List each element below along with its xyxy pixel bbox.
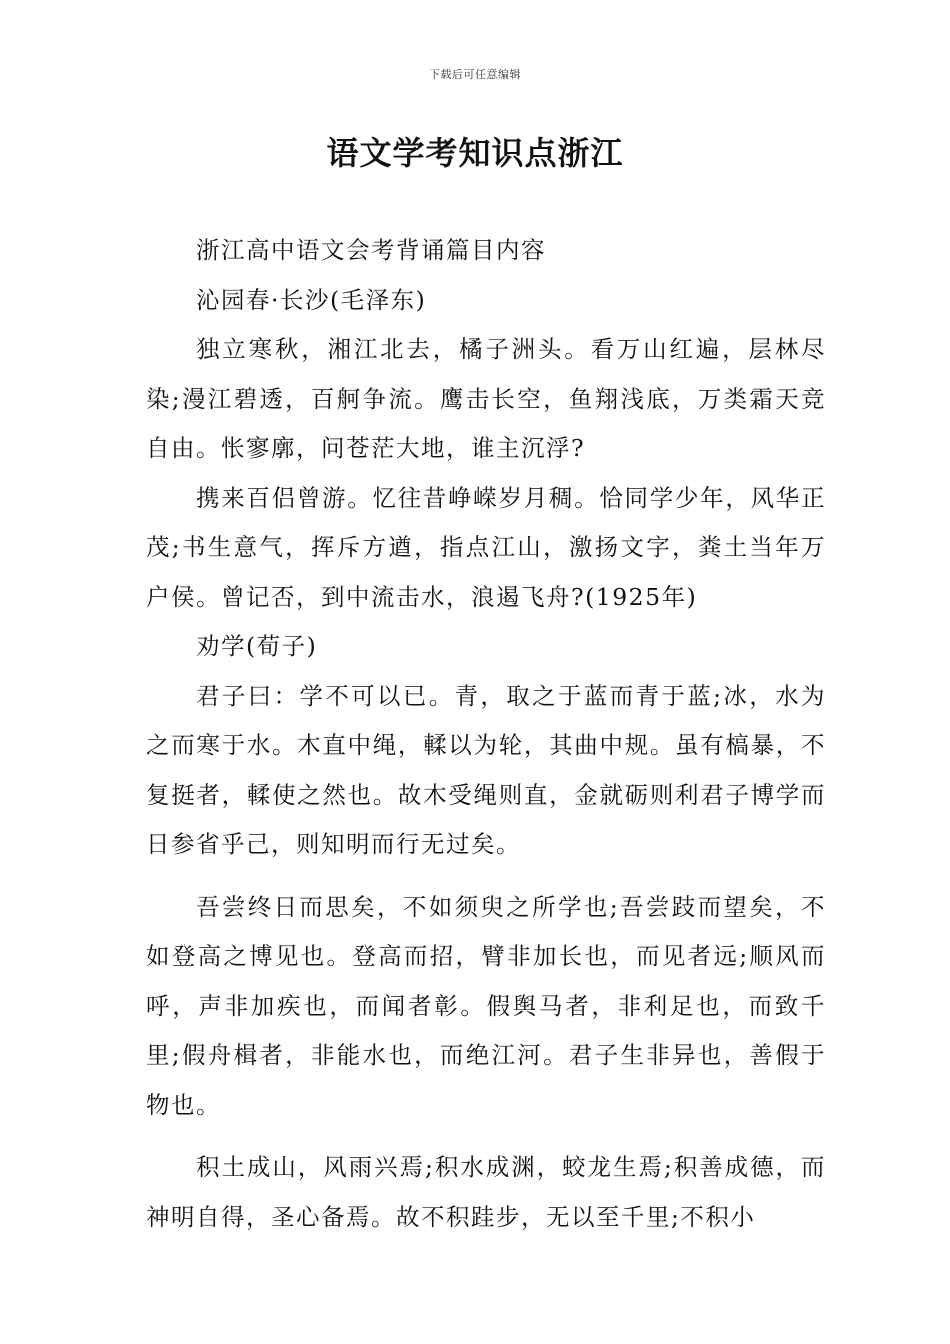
paragraph-essay-3: 积土成山，风雨兴焉;积水成渊，蛟龙生焉;积善成德，而神明自得，圣心备焉。故不积跬步，无以至千里;不积小 [146,1153,826,1231]
paragraph-essay-title: 劝学(荀子) [196,632,318,660]
paragraph-poem-stanza-1: 独立寒秋，湘江北去，橘子洲头。看万山红遍，层林尽染;漫江碧透，百舸争流。鹰击长空，鱼翔浅底，万类霜天竞自由。怅寥廓，问苍茫大地，谁主沉浮? [146,335,826,462]
document-title: 语文学考知识点浙江 [326,134,624,172]
paragraph-poem-title: 沁园春·长沙(毛泽东) [196,285,427,314]
header-note: 下载后可任意编辑 [429,68,521,81]
document-body [146,226,826,1242]
paragraph-intro: 浙江高中语文会考背诵篇目内容 [196,236,546,264]
paragraph-essay-1: 君子曰：学不可以已。青，取之于蓝而青于蓝;冰，水为之而寒于水。木直中绳，輮以为轮，其曲中规。虽有槁暴，不复挺者，輮使之然也。故木受绳则直，金就砺则利君子博学而日参省乎己，则知明而行无过矣。 [146,681,826,858]
paragraph-poem-stanza-2: 携来百侣曾游。忆往昔峥嵘岁月稠。恰同学少年，风华正茂;书生意气，挥斥方遒，指点江山，激扬文字，粪土当年万户侯。曾记否，到中流击水，浪遏飞舟?(1925年) [146,483,826,611]
paragraph-essay-2: 吾尝终日而思矣，不如须臾之所学也;吾尝跂而望矣，不如登高之博见也。登高而招，臂非加长也，而见者远;顺风而呼，声非加疾也，而闻者彰。假舆马者，非利足也，而致千里;假舟楫者，非能水也，而绝江河。君子生非异也，善假于物也。 [146,892,826,1119]
